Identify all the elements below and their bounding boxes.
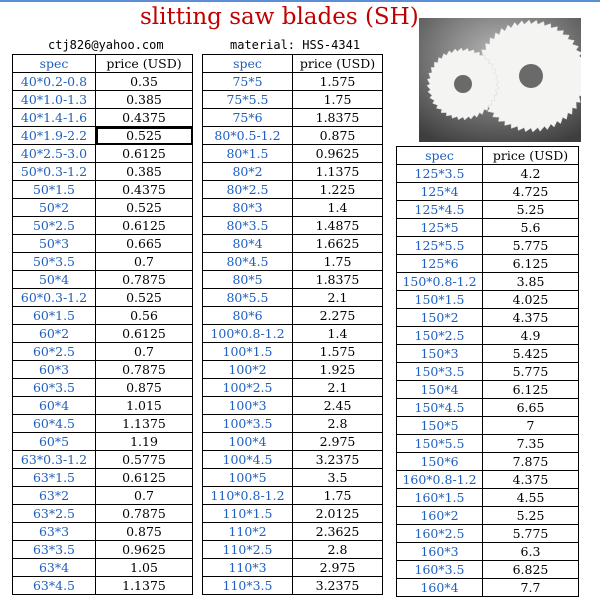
email-label: ctj826@yahoo.com — [48, 38, 164, 52]
price-table-3 — [396, 146, 579, 597]
spec-cell: 160*3.5 — [397, 561, 483, 579]
price-cell: 2.3625 — [293, 523, 383, 541]
table-row — [397, 453, 579, 471]
table-row — [203, 397, 383, 415]
table-row — [203, 559, 383, 577]
spec-cell: 80*3 — [203, 199, 293, 217]
spec-cell: 80*5.5 — [203, 289, 293, 307]
table-row — [203, 109, 383, 127]
price-cell: 0.56 — [96, 307, 193, 325]
table-row — [203, 199, 383, 217]
table-row — [397, 579, 579, 597]
table-row — [203, 415, 383, 433]
table-row — [13, 415, 193, 433]
spec-cell: 80*2 — [203, 163, 293, 181]
price-cell: 0.525 — [96, 199, 193, 217]
table-row — [397, 399, 579, 417]
spec-cell: 80*5 — [203, 271, 293, 289]
table-row — [13, 307, 193, 325]
table-row — [397, 291, 579, 309]
table-row — [397, 471, 579, 489]
table-row — [203, 379, 383, 397]
spec-cell: 100*4.5 — [203, 451, 293, 469]
price-cell: 2.275 — [293, 307, 383, 325]
price-cell: 5.775 — [483, 237, 579, 255]
column-header-price: price (USD) — [483, 147, 579, 165]
spec-cell: 100*3 — [203, 397, 293, 415]
price-cell: 4.55 — [483, 489, 579, 507]
price-cell: 2.8 — [293, 415, 383, 433]
spec-cell: 60*3 — [13, 361, 96, 379]
price-cell: 5.775 — [483, 363, 579, 381]
table-row — [13, 433, 193, 451]
spec-cell: 150*4.5 — [397, 399, 483, 417]
table-row — [13, 505, 193, 523]
spec-cell: 50*3 — [13, 235, 96, 253]
spec-cell: 63*3.5 — [13, 541, 96, 559]
spec-cell: 75*6 — [203, 109, 293, 127]
price-cell: 2.0125 — [293, 505, 383, 523]
price-cell: 1.8375 — [293, 271, 383, 289]
table-row — [397, 327, 579, 345]
spec-cell: 160*0.8-1.2 — [397, 471, 483, 489]
spec-cell: 63*1.5 — [13, 469, 96, 487]
price-cell: 0.4375 — [96, 109, 193, 127]
table-row — [13, 325, 193, 343]
table-row — [203, 505, 383, 523]
price-cell: 7.35 — [483, 435, 579, 453]
price-cell: 1.015 — [96, 397, 193, 415]
price-cell: 0.35 — [96, 73, 193, 91]
price-cell: 1.1375 — [293, 163, 383, 181]
price-cell: 0.7 — [96, 343, 193, 361]
spec-cell: 60*2 — [13, 325, 96, 343]
price-table-1 — [12, 54, 193, 595]
spec-cell: 80*3.5 — [203, 217, 293, 235]
price-cell: 1.4875 — [293, 217, 383, 235]
spec-cell: 160*3 — [397, 543, 483, 561]
table-row — [13, 253, 193, 271]
spec-cell: 160*1.5 — [397, 489, 483, 507]
table-row — [397, 345, 579, 363]
spec-cell: 60*4 — [13, 397, 96, 415]
spec-cell: 63*2 — [13, 487, 96, 505]
table-row — [397, 237, 579, 255]
table-row — [13, 577, 193, 595]
table-row — [397, 507, 579, 525]
price-cell: 5.425 — [483, 345, 579, 363]
price-cell: 0.875 — [96, 379, 193, 397]
table-row — [397, 219, 579, 237]
spec-cell: 63*4 — [13, 559, 96, 577]
price-cell: 7 — [483, 417, 579, 435]
price-cell: 1.6625 — [293, 235, 383, 253]
price-cell: 0.6125 — [96, 469, 193, 487]
table-row — [397, 435, 579, 453]
table-row — [203, 289, 383, 307]
price-cell: 4.725 — [483, 183, 579, 201]
spec-cell: 60*0.3-1.2 — [13, 289, 96, 307]
price-cell: 0.385 — [96, 91, 193, 109]
spec-cell: 160*4 — [397, 579, 483, 597]
spec-cell: 40*1.9-2.2 — [13, 127, 96, 145]
table-row — [203, 235, 383, 253]
table-row — [13, 145, 193, 163]
spec-cell: 50*2 — [13, 199, 96, 217]
table-row — [203, 127, 383, 145]
table-row — [203, 271, 383, 289]
table-row — [203, 451, 383, 469]
table-row — [13, 199, 193, 217]
spec-cell: 100*3.5 — [203, 415, 293, 433]
spec-cell: 110*3 — [203, 559, 293, 577]
spec-cell: 50*0.3-1.2 — [13, 163, 96, 181]
spec-cell: 63*0.3-1.2 — [13, 451, 96, 469]
spec-cell: 150*3.5 — [397, 363, 483, 381]
table-row — [203, 217, 383, 235]
table-row — [13, 73, 193, 91]
table-row — [203, 343, 383, 361]
price-cell: 1.575 — [293, 73, 383, 91]
table-header-row — [397, 147, 579, 165]
price-cell: 0.875 — [293, 127, 383, 145]
table-row — [397, 273, 579, 291]
table-row — [397, 381, 579, 399]
table-row — [203, 469, 383, 487]
spec-cell: 40*1.4-1.6 — [13, 109, 96, 127]
price-cell: 4.375 — [483, 471, 579, 489]
table-row — [397, 417, 579, 435]
spec-cell: 80*1.5 — [203, 145, 293, 163]
price-cell: 2.1 — [293, 289, 383, 307]
spec-cell: 150*4 — [397, 381, 483, 399]
price-cell: 7.875 — [483, 453, 579, 471]
table-row — [13, 541, 193, 559]
price-cell: 6.125 — [483, 255, 579, 273]
table-row — [13, 181, 193, 199]
spec-cell: 50*3.5 — [13, 253, 96, 271]
spec-cell: 110*3.5 — [203, 577, 293, 595]
spec-cell: 160*2 — [397, 507, 483, 525]
spec-cell: 75*5.5 — [203, 91, 293, 109]
table-header-row — [203, 55, 383, 73]
price-cell: 5.25 — [483, 201, 579, 219]
spec-cell: 63*4.5 — [13, 577, 96, 595]
spec-cell: 125*4 — [397, 183, 483, 201]
table-row — [397, 255, 579, 273]
spec-cell: 40*0.2-0.8 — [13, 73, 96, 91]
column-header-price: price (USD) — [96, 55, 193, 73]
material-label: material: HSS-4341 — [230, 38, 361, 52]
spec-cell: 40*2.5-3.0 — [13, 145, 96, 163]
table-row — [13, 163, 193, 181]
price-cell: 1.1375 — [96, 577, 193, 595]
price-cell: 3.85 — [483, 273, 579, 291]
price-cell: 1.19 — [96, 433, 193, 451]
table-row — [13, 361, 193, 379]
price-cell: 1.1375 — [96, 415, 193, 433]
price-cell: 0.5775 — [96, 451, 193, 469]
spec-cell: 150*5.5 — [397, 435, 483, 453]
table-row — [397, 489, 579, 507]
spec-cell: 80*6 — [203, 307, 293, 325]
price-cell: 0.7 — [96, 487, 193, 505]
spec-cell: 60*1.5 — [13, 307, 96, 325]
price-cell: 1.75 — [293, 91, 383, 109]
table-row — [203, 433, 383, 451]
price-cell: 2.1 — [293, 379, 383, 397]
price-cell: 1.925 — [293, 361, 383, 379]
table-row — [397, 363, 579, 381]
price-cell: 6.65 — [483, 399, 579, 417]
price-cell: 0.875 — [96, 523, 193, 541]
price-cell: 1.8375 — [293, 109, 383, 127]
price-cell: 3.5 — [293, 469, 383, 487]
price-cell: 5.25 — [483, 507, 579, 525]
price-cell: 5.6 — [483, 219, 579, 237]
price-cell: 1.75 — [293, 487, 383, 505]
table-row — [13, 343, 193, 361]
price-cell: 2.975 — [293, 559, 383, 577]
spec-cell: 63*3 — [13, 523, 96, 541]
table-row — [203, 523, 383, 541]
price-cell: 7.7 — [483, 579, 579, 597]
spec-cell: 100*2.5 — [203, 379, 293, 397]
price-cell: 0.4375 — [96, 181, 193, 199]
price-cell: 2.975 — [293, 433, 383, 451]
table-row — [203, 91, 383, 109]
table-row — [203, 181, 383, 199]
table-row — [397, 543, 579, 561]
table-row — [203, 361, 383, 379]
table-row — [203, 145, 383, 163]
column-header-price: price (USD) — [293, 55, 383, 73]
price-cell: 3.2375 — [293, 451, 383, 469]
spec-cell: 60*4.5 — [13, 415, 96, 433]
price-cell: 0.6125 — [96, 145, 193, 163]
spec-cell: 150*1.5 — [397, 291, 483, 309]
price-cell: 1.4 — [293, 325, 383, 343]
spec-cell: 110*2 — [203, 523, 293, 541]
table-row — [13, 271, 193, 289]
price-cell: 3.2375 — [293, 577, 383, 595]
price-cell: 4.025 — [483, 291, 579, 309]
spec-cell: 80*4 — [203, 235, 293, 253]
spec-cell: 40*1.0-1.3 — [13, 91, 96, 109]
table-row — [203, 541, 383, 559]
table-row — [203, 307, 383, 325]
price-cell: 1.4 — [293, 199, 383, 217]
column-header-spec: spec — [397, 147, 483, 165]
price-cell: 0.9625 — [293, 145, 383, 163]
spec-cell: 50*2.5 — [13, 217, 96, 235]
table-row — [13, 487, 193, 505]
table-row — [397, 183, 579, 201]
price-cell: 0.7875 — [96, 271, 193, 289]
spec-cell: 110*1.5 — [203, 505, 293, 523]
spec-cell: 125*5 — [397, 219, 483, 237]
price-cell: 0.525 — [96, 127, 193, 145]
table-row — [13, 523, 193, 541]
spec-cell: 100*2 — [203, 361, 293, 379]
spec-cell: 150*3 — [397, 345, 483, 363]
page-title: slitting saw blades (SH) — [140, 4, 419, 30]
spec-cell: 150*6 — [397, 453, 483, 471]
table-row — [203, 487, 383, 505]
table-row — [397, 525, 579, 543]
spec-cell: 150*2.5 — [397, 327, 483, 345]
table-row — [397, 309, 579, 327]
table-header-row — [13, 55, 193, 73]
price-cell: 2.45 — [293, 397, 383, 415]
table-row — [13, 469, 193, 487]
price-cell: 6.125 — [483, 381, 579, 399]
spec-cell: 125*6 — [397, 255, 483, 273]
price-cell: 0.6125 — [96, 325, 193, 343]
spec-cell: 50*1.5 — [13, 181, 96, 199]
table-row — [203, 73, 383, 91]
price-cell: 6.3 — [483, 543, 579, 561]
table-row — [13, 217, 193, 235]
spec-cell: 150*0.8-1.2 — [397, 273, 483, 291]
table-row — [203, 325, 383, 343]
price-cell: 4.2 — [483, 165, 579, 183]
table-row — [397, 165, 579, 183]
table-row — [13, 91, 193, 109]
spec-cell: 80*4.5 — [203, 253, 293, 271]
spec-cell: 110*2.5 — [203, 541, 293, 559]
spec-cell: 125*5.5 — [397, 237, 483, 255]
price-cell: 1.75 — [293, 253, 383, 271]
spec-cell: 125*3.5 — [397, 165, 483, 183]
table-row — [203, 577, 383, 595]
product-photo — [419, 18, 581, 142]
spec-cell: 80*2.5 — [203, 181, 293, 199]
price-cell: 4.9 — [483, 327, 579, 345]
table-row — [13, 451, 193, 469]
table-row — [203, 253, 383, 271]
price-cell: 0.7875 — [96, 505, 193, 523]
spec-cell: 150*5 — [397, 417, 483, 435]
spec-cell: 100*4 — [203, 433, 293, 451]
table-row — [13, 397, 193, 415]
table-row — [397, 201, 579, 219]
table-row — [13, 109, 193, 127]
spec-cell: 110*0.8-1.2 — [203, 487, 293, 505]
price-cell: 0.385 — [96, 163, 193, 181]
spec-cell: 60*3.5 — [13, 379, 96, 397]
spec-cell: 100*0.8-1.2 — [203, 325, 293, 343]
spec-cell: 63*2.5 — [13, 505, 96, 523]
price-cell: 0.6125 — [96, 217, 193, 235]
price-cell: 0.7 — [96, 253, 193, 271]
table-row — [13, 379, 193, 397]
spec-cell: 80*0.5-1.2 — [203, 127, 293, 145]
table-row — [397, 561, 579, 579]
price-cell: 4.375 — [483, 309, 579, 327]
spec-cell: 75*5 — [203, 73, 293, 91]
price-cell: 0.9625 — [96, 541, 193, 559]
price-cell: 0.7875 — [96, 361, 193, 379]
spec-cell: 60*5 — [13, 433, 96, 451]
spec-cell: 125*4.5 — [397, 201, 483, 219]
price-cell: 5.775 — [483, 525, 579, 543]
table-row — [203, 163, 383, 181]
price-cell: 1.05 — [96, 559, 193, 577]
spec-cell: 60*2.5 — [13, 343, 96, 361]
spec-cell: 160*2.5 — [397, 525, 483, 543]
price-cell: 1.225 — [293, 181, 383, 199]
price-cell: 6.825 — [483, 561, 579, 579]
spec-cell: 100*1.5 — [203, 343, 293, 361]
column-header-spec: spec — [203, 55, 293, 73]
table-row — [13, 127, 193, 145]
price-cell: 1.575 — [293, 343, 383, 361]
spec-cell: 150*2 — [397, 309, 483, 327]
price-cell: 0.665 — [96, 235, 193, 253]
spec-cell: 50*4 — [13, 271, 96, 289]
table-row — [13, 289, 193, 307]
price-cell: 2.8 — [293, 541, 383, 559]
column-header-spec: spec — [13, 55, 96, 73]
price-cell: 0.525 — [96, 289, 193, 307]
table-row — [13, 559, 193, 577]
spec-cell: 100*5 — [203, 469, 293, 487]
table-row — [13, 235, 193, 253]
price-table-2 — [202, 54, 383, 595]
